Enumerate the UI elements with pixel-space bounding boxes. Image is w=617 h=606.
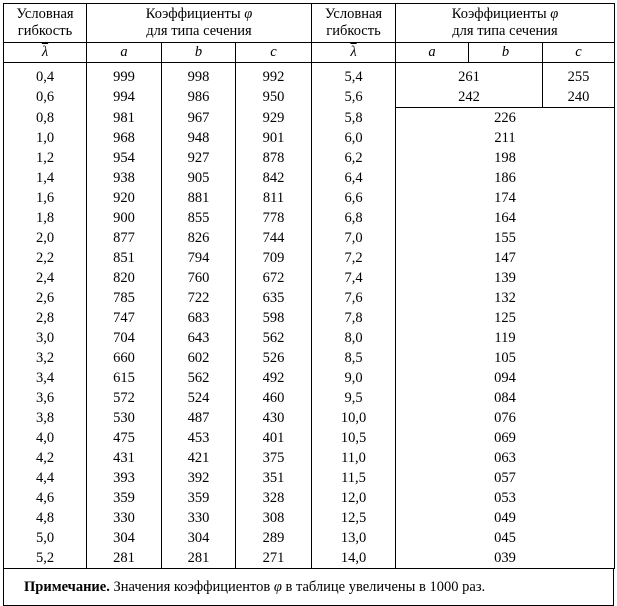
coef-a-cell: 851 — [87, 248, 162, 268]
coef-a-cell: 359 — [87, 488, 162, 508]
coef-abc-merged-cell: 039 — [396, 548, 615, 569]
coef-b-cell: 643 — [162, 328, 236, 348]
header-slenderness-left: Условная гибкость — [4, 4, 87, 43]
coef-c-cell: 744 — [236, 228, 312, 248]
coef-abc-merged-cell: 147 — [396, 248, 615, 268]
coef-b-cell: 359 — [162, 488, 236, 508]
coef-c-cell: 672 — [236, 268, 312, 288]
coef-b-cell: 421 — [162, 448, 236, 468]
coef-b-cell: 927 — [162, 148, 236, 168]
coef-c-cell: 255 — [543, 63, 615, 88]
coef-abc-merged-cell: 045 — [396, 528, 615, 548]
table-row — [4, 548, 615, 569]
table-row — [4, 408, 615, 428]
table-row — [4, 348, 615, 368]
lambda-cell: 5,4 — [312, 63, 396, 88]
coef-abc-merged-cell: 198 — [396, 148, 615, 168]
coef-a-cell: 572 — [87, 388, 162, 408]
lambda-cell: 6,2 — [312, 148, 396, 168]
lambda-cell: 9,0 — [312, 368, 396, 388]
coef-b-cell: 281 — [162, 548, 236, 569]
lambda-cell: 2,6 — [4, 288, 87, 308]
lambda-cell: 3,2 — [4, 348, 87, 368]
coef-abc-merged-cell: 174 — [396, 188, 615, 208]
coef-abc-merged-cell: 139 — [396, 268, 615, 288]
coef-a-cell: 785 — [87, 288, 162, 308]
coef-c-cell: 992 — [236, 63, 312, 88]
coef-c-cell: 526 — [236, 348, 312, 368]
header-col-c-left: c — [236, 43, 312, 63]
table-row — [4, 528, 615, 548]
lambda-cell: 8,0 — [312, 328, 396, 348]
table-row — [4, 388, 615, 408]
coef-c-cell: 289 — [236, 528, 312, 548]
header-col-a-left: a — [87, 43, 162, 63]
coef-b-cell: 524 — [162, 388, 236, 408]
coef-abc-merged-cell: 063 — [396, 448, 615, 468]
coef-a-cell: 615 — [87, 368, 162, 388]
note-text-before: Значения коэффициентов — [113, 579, 271, 595]
lambda-cell: 12,5 — [312, 508, 396, 528]
header-col-b-right: b — [469, 43, 543, 63]
lambda-cell: 0,4 — [4, 63, 87, 88]
coef-a-cell: 981 — [87, 108, 162, 129]
lambda-cell: 1,6 — [4, 188, 87, 208]
coef-abc-merged-cell: 119 — [396, 328, 615, 348]
coef-a-cell: 920 — [87, 188, 162, 208]
lambda-cell: 5,8 — [312, 108, 396, 129]
coef-c-cell: 598 — [236, 308, 312, 328]
coef-a-cell: 431 — [87, 448, 162, 468]
table-row — [4, 87, 615, 108]
coef-b-cell: 304 — [162, 528, 236, 548]
header-lambda-left: $\overline{\lambda}$ — [4, 43, 87, 63]
table-row — [4, 228, 615, 248]
coef-b-cell: 794 — [162, 248, 236, 268]
coef-abc-merged-cell: 155 — [396, 228, 615, 248]
coef-abc-merged-cell: 069 — [396, 428, 615, 448]
coef-abc-merged-cell: 226 — [396, 108, 615, 129]
coef-abc-merged-cell: 186 — [396, 168, 615, 188]
coef-a-cell: 968 — [87, 128, 162, 148]
lambda-cell: 2,0 — [4, 228, 87, 248]
note-label: Примечание. — [24, 579, 110, 595]
coef-c-cell: 778 — [236, 208, 312, 228]
lambda-cell: 3,0 — [4, 328, 87, 348]
lambda-cell: 3,8 — [4, 408, 87, 428]
lambda-cell: 4,4 — [4, 468, 87, 488]
coef-c-cell: 635 — [236, 288, 312, 308]
coef-c-cell: 460 — [236, 388, 312, 408]
coef-c-cell: 308 — [236, 508, 312, 528]
table-row — [4, 288, 615, 308]
coef-c-cell: 950 — [236, 87, 312, 108]
table-row — [4, 128, 615, 148]
coef-b-cell: 487 — [162, 408, 236, 428]
lambda-cell: 14,0 — [312, 548, 396, 569]
lambda-cell: 9,5 — [312, 388, 396, 408]
lambda-cell: 6,6 — [312, 188, 396, 208]
coef-b-cell: 453 — [162, 428, 236, 448]
table-row — [4, 368, 615, 388]
lambda-cell: 10,0 — [312, 408, 396, 428]
coef-ab-merged-cell: 242 — [396, 87, 543, 108]
lambda-cell: 12,0 — [312, 488, 396, 508]
coef-c-cell: 901 — [236, 128, 312, 148]
table-row — [4, 268, 615, 288]
header-coefficients-right: Коэффициенты φ для типа сечения — [396, 4, 615, 43]
coef-a-cell: 281 — [87, 548, 162, 569]
coef-b-cell: 602 — [162, 348, 236, 368]
coef-c-cell: 328 — [236, 488, 312, 508]
coef-b-cell: 722 — [162, 288, 236, 308]
coef-c-cell: 430 — [236, 408, 312, 428]
coef-c-cell: 562 — [236, 328, 312, 348]
coef-a-cell: 393 — [87, 468, 162, 488]
coef-a-cell: 660 — [87, 348, 162, 368]
coef-a-cell: 938 — [87, 168, 162, 188]
lambda-cell: 1,8 — [4, 208, 87, 228]
lambda-cell: 4,8 — [4, 508, 87, 528]
coef-b-cell: 948 — [162, 128, 236, 148]
table-row — [4, 508, 615, 528]
table-row — [4, 168, 615, 188]
coef-abc-merged-cell: 211 — [396, 128, 615, 148]
table-row — [4, 448, 615, 468]
header-col-b-left: b — [162, 43, 236, 63]
lambda-cell: 5,0 — [4, 528, 87, 548]
header-slenderness-right: Условная гибкость — [312, 4, 396, 43]
coef-a-cell: 330 — [87, 508, 162, 528]
lambda-cell: 7,6 — [312, 288, 396, 308]
coef-b-cell: 998 — [162, 63, 236, 88]
coef-abc-merged-cell: 132 — [396, 288, 615, 308]
coef-a-cell: 704 — [87, 328, 162, 348]
table-row — [4, 248, 615, 268]
lambda-cell: 1,0 — [4, 128, 87, 148]
note-phi-symbol: φ — [273, 579, 282, 595]
lambda-cell: 3,4 — [4, 368, 87, 388]
coef-c-cell: 842 — [236, 168, 312, 188]
coef-b-cell: 905 — [162, 168, 236, 188]
table-row — [4, 428, 615, 448]
coef-abc-merged-cell: 049 — [396, 508, 615, 528]
table-row — [4, 208, 615, 228]
table-row — [4, 488, 615, 508]
coef-c-cell: 929 — [236, 108, 312, 129]
header-lambda-right: $\overline{\lambda}$ — [312, 43, 396, 63]
table-note — [3, 569, 614, 606]
table-row — [4, 63, 615, 88]
lambda-cell: 5,6 — [312, 87, 396, 108]
coef-abc-merged-cell: 125 — [396, 308, 615, 328]
lambda-cell: 6,8 — [312, 208, 396, 228]
lambda-cell: 6,0 — [312, 128, 396, 148]
coef-a-cell: 820 — [87, 268, 162, 288]
lambda-cell: 6,4 — [312, 168, 396, 188]
lambda-cell: 10,5 — [312, 428, 396, 448]
coef-c-cell: 271 — [236, 548, 312, 569]
coef-b-cell: 330 — [162, 508, 236, 528]
coef-a-cell: 475 — [87, 428, 162, 448]
lambda-cell: 5,2 — [4, 548, 87, 569]
lambda-cell: 4,2 — [4, 448, 87, 468]
coef-abc-merged-cell: 094 — [396, 368, 615, 388]
lambda-cell: 3,6 — [4, 388, 87, 408]
coef-b-cell: 855 — [162, 208, 236, 228]
coef-abc-merged-cell: 105 — [396, 348, 615, 368]
coef-b-cell: 760 — [162, 268, 236, 288]
lambda-cell: 1,2 — [4, 148, 87, 168]
lambda-cell: 13,0 — [312, 528, 396, 548]
lambda-cell: 7,8 — [312, 308, 396, 328]
lambda-cell: 11,5 — [312, 468, 396, 488]
coef-b-cell: 683 — [162, 308, 236, 328]
coef-c-cell: 240 — [543, 87, 615, 108]
coef-c-cell: 878 — [236, 148, 312, 168]
lambda-cell: 0,8 — [4, 108, 87, 129]
header-coefficients-left: Коэффициенты φ для типа сечения — [87, 4, 312, 43]
table-row — [4, 188, 615, 208]
note-text-after: в таблице увеличены в 1000 раз. — [285, 579, 486, 595]
coef-a-cell: 877 — [87, 228, 162, 248]
coef-b-cell: 392 — [162, 468, 236, 488]
coef-a-cell: 747 — [87, 308, 162, 328]
coef-a-cell: 530 — [87, 408, 162, 428]
coef-c-cell: 351 — [236, 468, 312, 488]
coef-b-cell: 562 — [162, 368, 236, 388]
header-col-a-right: a — [396, 43, 469, 63]
lambda-cell: 11,0 — [312, 448, 396, 468]
coefficient-table-document — [3, 3, 614, 600]
lambda-cell: 4,6 — [4, 488, 87, 508]
lambda-cell: 4,0 — [4, 428, 87, 448]
lambda-cell: 2,2 — [4, 248, 87, 268]
coef-c-cell: 709 — [236, 248, 312, 268]
table-row — [4, 308, 615, 328]
coef-c-cell: 375 — [236, 448, 312, 468]
table-row — [4, 108, 615, 129]
coef-b-cell: 986 — [162, 87, 236, 108]
coef-c-cell: 811 — [236, 188, 312, 208]
coef-a-cell: 900 — [87, 208, 162, 228]
coef-abc-merged-cell: 057 — [396, 468, 615, 488]
lambda-cell: 7,0 — [312, 228, 396, 248]
coef-abc-merged-cell: 053 — [396, 488, 615, 508]
coef-a-cell: 994 — [87, 87, 162, 108]
coef-a-cell: 954 — [87, 148, 162, 168]
lambda-cell: 7,4 — [312, 268, 396, 288]
header-col-c-right: c — [543, 43, 615, 63]
coefficient-table — [3, 3, 615, 569]
lambda-cell: 1,4 — [4, 168, 87, 188]
lambda-cell: 0,6 — [4, 87, 87, 108]
coef-abc-merged-cell: 076 — [396, 408, 615, 428]
table-row — [4, 328, 615, 348]
lambda-cell: 8,5 — [312, 348, 396, 368]
coef-a-cell: 304 — [87, 528, 162, 548]
coef-b-cell: 881 — [162, 188, 236, 208]
coef-a-cell: 999 — [87, 63, 162, 88]
lambda-cell: 2,4 — [4, 268, 87, 288]
coef-c-cell: 401 — [236, 428, 312, 448]
coef-c-cell: 492 — [236, 368, 312, 388]
lambda-cell: 7,2 — [312, 248, 396, 268]
table-row — [4, 468, 615, 488]
coef-b-cell: 967 — [162, 108, 236, 129]
coef-b-cell: 826 — [162, 228, 236, 248]
table-row — [4, 148, 615, 168]
coef-ab-merged-cell: 261 — [396, 63, 543, 88]
lambda-cell: 2,8 — [4, 308, 87, 328]
coef-abc-merged-cell: 084 — [396, 388, 615, 408]
coef-abc-merged-cell: 164 — [396, 208, 615, 228]
